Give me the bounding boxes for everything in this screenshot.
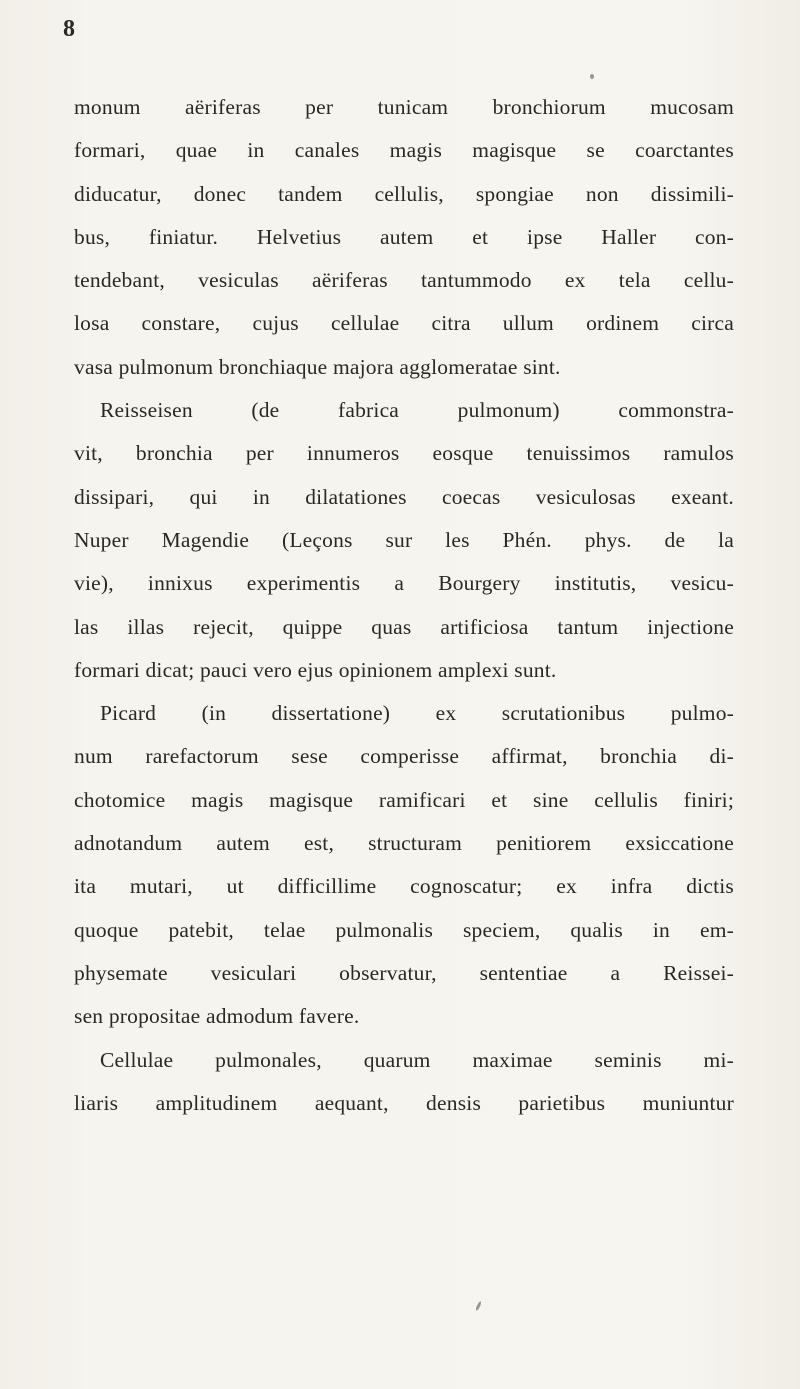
text-line: losa constare, cujus cellulae citra ullum ordinem circa	[74, 311, 734, 336]
text-line: formari dicat; pauci vero ejus opinionem amplexi sunt.	[74, 657, 557, 682]
text-line: Reisseisen (de fabrica pulmonum) commonstra-	[100, 398, 734, 423]
text-line: adnotandum autem est, structuram penitiorem exsiccatione	[74, 831, 734, 856]
ink-speck	[475, 1301, 482, 1311]
text-line: formari, quae in canales magis magisque se coarctantes	[74, 138, 734, 163]
text-line: las illas rejecit, quippe quas artificiosa tantum injectione	[74, 614, 734, 639]
text-line: dissipari, qui in dilatationes coecas vesiculosas exeant.	[74, 484, 734, 509]
text-line: chotomice magis magisque ramificari et sine cellulis finiri;	[74, 787, 734, 812]
body-text	[74, 86, 734, 1125]
text-line: num rarefactorum sese comperisse affirmat, bronchia di-	[74, 744, 734, 769]
page-number: 8	[63, 16, 75, 42]
text-line: vie), innixus experimentis a Bourgery institutis, vesicu-	[74, 571, 734, 596]
text-line: physemate vesiculari observatur, sententiae a Reissei-	[74, 960, 734, 985]
text-line: monum aëriferas per tunicam bronchiorum mucosam	[74, 95, 734, 119]
ink-speck	[590, 74, 594, 79]
text-line: diducatur, donec tandem cellulis, spongiae non dissimili-	[74, 181, 734, 206]
text-line: vasa pulmonum bronchiaque majora agglomeratae sint.	[74, 354, 561, 379]
text-line: tendebant, vesiculas aëriferas tantummodo ex tela cellu-	[74, 268, 734, 293]
text-line: quoque patebit, telae pulmonalis speciem, qualis in em-	[74, 917, 734, 942]
text-line: Picard (in dissertatione) ex scrutationibus pulmo-	[100, 701, 734, 726]
text-line: Nuper Magendie (Leçons sur les Phén. phys. de la	[74, 527, 734, 552]
text-line: Cellulae pulmonales, quarum maximae seminis mi-	[100, 1047, 734, 1072]
text-line: vit, bronchia per innumeros eosque tenuissimos ramulos	[74, 441, 734, 466]
text-line: ita mutari, ut difficillime cognoscatur; ex infra dictis	[74, 874, 734, 899]
text-line: liaris amplitudinem aequant, densis parietibus muniuntur	[74, 1090, 734, 1115]
text-line: sen propositae admodum favere.	[74, 1004, 360, 1029]
text-line: bus, finiatur. Helvetius autem et ipse Haller con-	[74, 224, 734, 249]
